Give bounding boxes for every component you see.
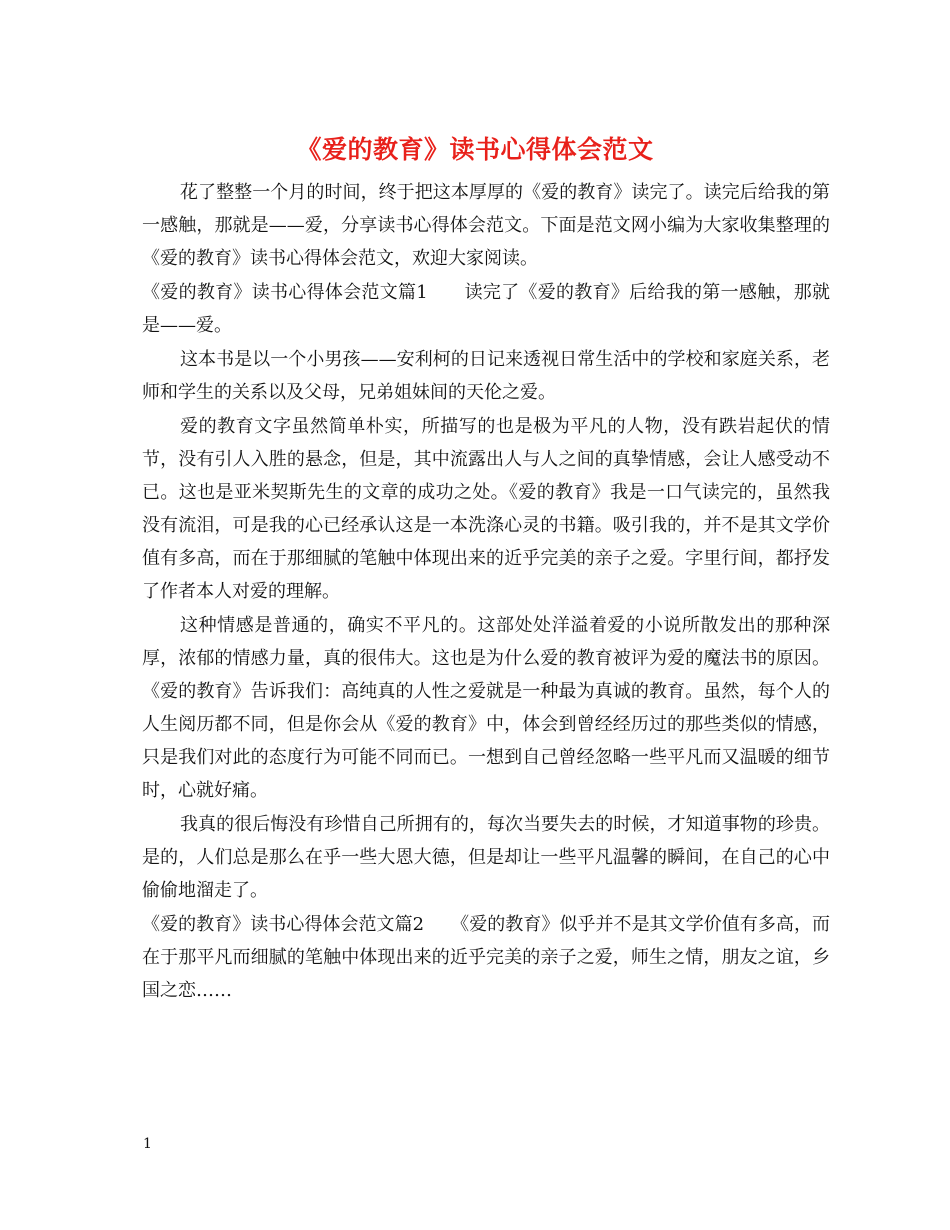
paragraph-section-2-heading: 《爱的教育》读书心得体会范文篇2 《爱的教育》似乎并不是其文学价值有多高，而在于那平凡而细腻的笔触中体现出来的近乎完美的亲子之爱，师生之情，朋友之谊，乡国之恋…… bbox=[142, 914, 830, 1001]
paragraph-intro: 花了整整一个月的时间，终于把这本厚厚的《爱的教育》读完了。读完后给我的第一感触，那就是——爱，分享读书心得体会范文。下面是范文网小编为大家收集整理的《爱的教育》读书心得体会范文，欢迎大家阅读。 bbox=[142, 182, 830, 269]
page-number: 1 bbox=[143, 1136, 152, 1152]
paragraph-writing-style: 爱的教育文字虽然简单朴实，所描写的也是极为平凡的人物，没有跌岩起伏的情节，没有引人入胜的悬念，但是，其中流露出人与人之间的真挚情感，会让人感受动不已。这也是亚米契斯先生的文章的成功之处。《爱的教育》我是一口气读完的，虽然我没有流泪，可是我的心已经承认这是一本洗涤心灵的书籍。吸引我的，并不是其文学价值有多高，而在于那细腻的笔触中体现出来的近乎完美的亲子之爱。字里行间，都抒发了作者本人对爱的理解。 bbox=[142, 416, 830, 602]
paragraph-emotion: 这种情感是普通的，确实不平凡的。这部处处洋溢着爱的小说所散发出的那种深厚，浓郁的情感力量，真的很伟大。这也是为什么爱的教育被评为爱的魔法书的原因。《爱的教育》告诉我们：高纯真的人性之爱就是一种最为真诚的教育。虽然，每个人的人生阅历都不同，但是你会从《爱的教育》中，体会到曾经经历过的那些类似的情感，只是我们对此的态度行为可能不同而已。一想到自己曾经忽略一些平凡而又温暖的细节时，心就好痛。 bbox=[142, 615, 830, 801]
document-body bbox=[142, 176, 830, 1007]
paragraph-regret: 我真的很后悔没有珍惜自己所拥有的，每次当要失去的时候，才知道事物的珍贵。是的，人们总是那么在乎一些大恩大德，但是却让一些平凡温馨的瞬间，在自己的心中偷偷地溜走了。 bbox=[142, 814, 830, 901]
document-title: 《爱的教育》读书心得体会范文 bbox=[296, 135, 654, 164]
paragraph-section-1-heading: 《爱的教育》读书心得体会范文篇1 读完了《爱的教育》后给我的第一感触，那就是——爱。 bbox=[142, 282, 830, 336]
paragraph-book-summary: 这本书是以一个小男孩——安利柯的日记来透视日常生活中的学校和家庭关系，老师和学生的关系以及父母，兄弟姐妹间的天伦之爱。 bbox=[142, 349, 830, 403]
